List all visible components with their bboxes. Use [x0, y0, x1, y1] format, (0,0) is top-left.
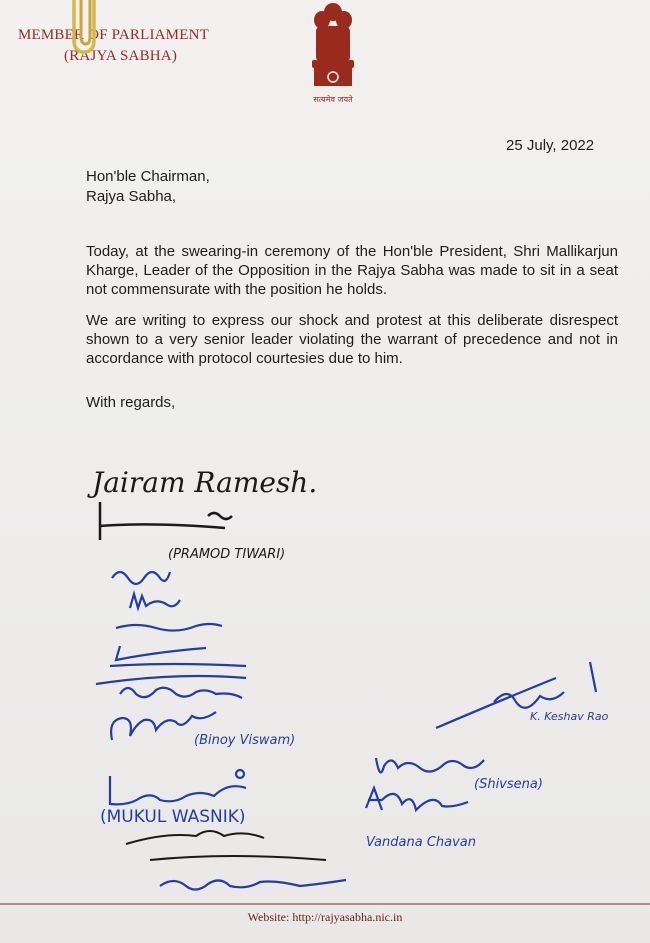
addressee-line-2: Rajya Sabha, [86, 188, 177, 205]
closing: With regards, [86, 394, 176, 411]
signature-shivsena: (Shivsena) [474, 777, 543, 792]
signature-block [0, 440, 650, 910]
signature-pramod: (PRAMOD TIWARI) [168, 547, 286, 562]
footer-website: Website: http://rajyasabha.nic.in [247, 910, 403, 924]
addressee-line-1: Hon'ble Chairman, [86, 168, 210, 185]
addressee [86, 167, 210, 207]
paragraph-2: We are writing to express our shock and protest at this deliberate disrespect shown to a very senior leader violating the warrant of precedence and not in accordance with protocol courtesies due to him. [86, 312, 618, 367]
letterhead-subtitle: (RAJYA SABHA) [64, 48, 178, 64]
signature-scribble [126, 831, 326, 860]
letterhead-title: MEMBER OF PARLIAMENT [18, 27, 209, 43]
signature-jairam: Jairam Ramesh. [92, 466, 318, 499]
signature-scribble [100, 502, 232, 540]
letter-body [86, 242, 618, 380]
footer-divider [0, 903, 650, 905]
paperclip-icon [66, 0, 106, 56]
signature-keshav: K. Keshav Rao [530, 710, 609, 723]
paragraph-1: Today, at the swearing-in ceremony of the Hon'ble President, Shri Mallikarjun Kharge, Leader of the Opposition in the Rajya Sabha was made to sit in a seat not commensurate with the position he holds. [86, 243, 618, 298]
letterhead [18, 25, 209, 67]
emblem-motto: सत्यमेव जयते [313, 95, 353, 104]
letter-date: 25 July, 2022 [506, 137, 595, 154]
signature-scribble [96, 572, 596, 890]
signature-vandana: Vandana Chavan [366, 835, 477, 850]
national-emblem-icon [300, 0, 366, 108]
signature-binoy: (Binoy Viswam) [194, 733, 296, 748]
signature-mukul: (MUKUL WASNIK) [100, 807, 246, 827]
